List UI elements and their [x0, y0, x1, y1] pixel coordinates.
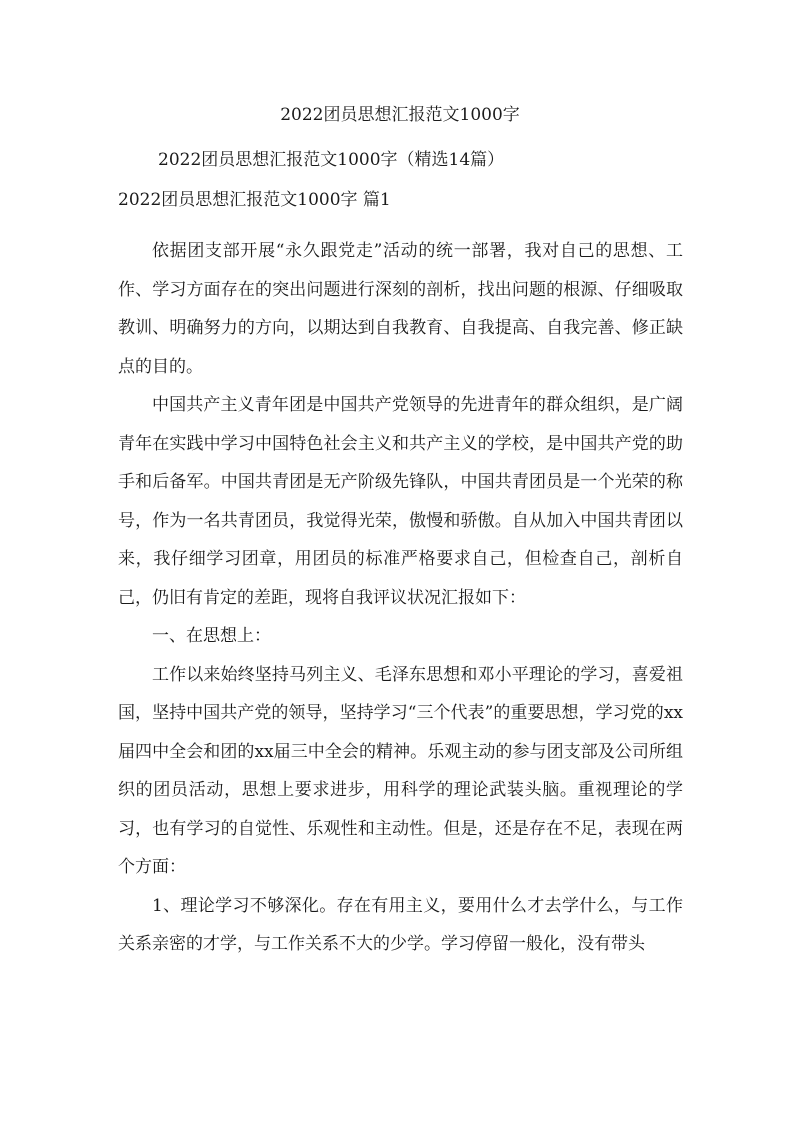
section-heading: 2022团员思想汇报范文1000字 篇1 — [118, 190, 391, 210]
paragraph: 工作以来始终坚持马列主义、毛泽东思想和邓小平理论的学习，喜爱祖国，坚持中国共产党的领导，坚持学习“三个代表”的重要思想，学习党的xx届四中全会和团的xx届三中全会的精神。乐观主动的参与团支部及公司所组织的团员活动，思想上要求进步，用科学的理论武装头脑。重视理论的学习，也有学习的自觉性、乐观性和主动性。但是，还是存在不足，表现在两个方面： — [118, 664, 683, 877]
document-title: 2022团员思想汇报范文1000字 — [280, 105, 520, 125]
document-body — [118, 232, 683, 964]
paragraph: 中国共产主义青年团是中国共产党领导的先进青年的群众组织，是广阔青年在实践中学习中国特色社会主义和共产主义的学校，是中国共产党的助手和后备军。中国共青团是无产阶级先锋队，中国共青团员是一个光荣的称号，作为一名共青团员，我觉得光荣，傲慢和骄傲。自从加入中国共青团以来，我仔细学习团章，用团员的标准严格要求自己，但检查自己，剖析自己，仍旧有肯定的差距，现将自我评议状况汇报如下： — [118, 395, 683, 608]
document-subtitle: 2022团员思想汇报范文1000字（精选14篇） — [158, 150, 505, 170]
paragraph: 1、理论学习不够深化。存在有用主义，要用什么才去学什么，与工作关系亲密的才学，与工作关系不大的少学。学习停留一般化，没有带头 — [118, 895, 683, 954]
paragraph: 依据团支部开展“永久跟党走”活动的统一部署，我对自己的思想、工作、学习方面存在的突出问题进行深刻的剖析，找出问题的根源、仔细吸取教训、明确努力的方向，以期达到自我教育、自我提高、自我完善、修正缺点的目的。 — [118, 241, 683, 377]
paragraph-heading: 一、在思想上： — [152, 626, 271, 646]
